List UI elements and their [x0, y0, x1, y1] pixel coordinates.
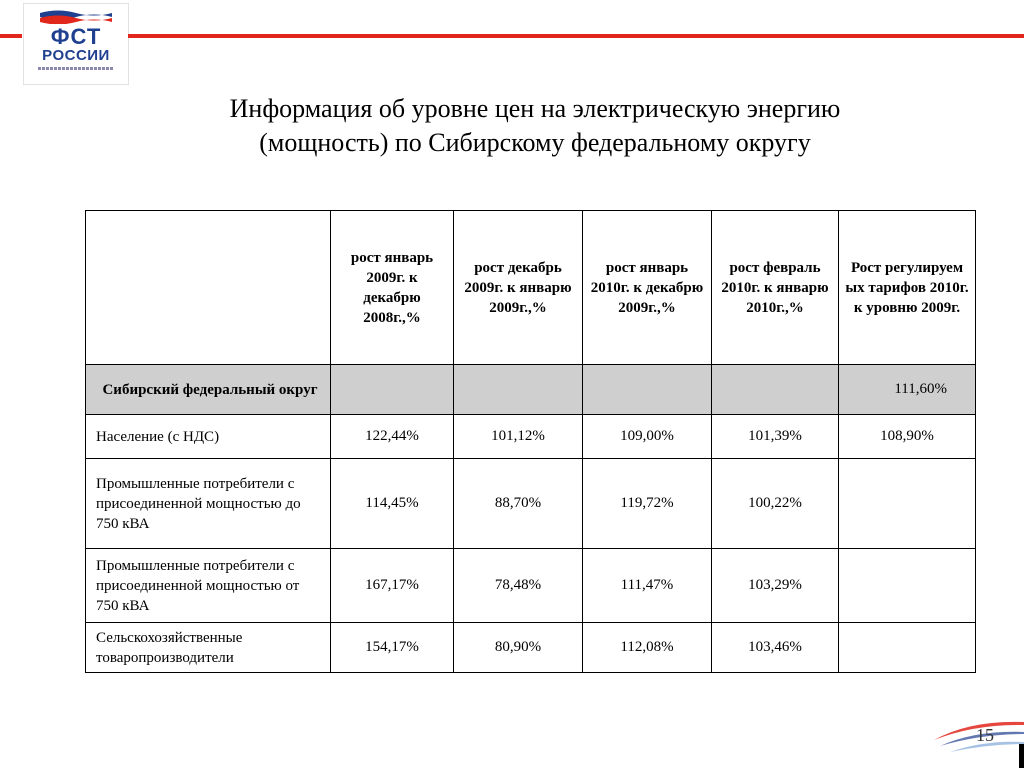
table-cell: 154,17% [331, 623, 454, 673]
corner-mark [1019, 744, 1024, 768]
table-cell [331, 365, 454, 415]
table-cell: 119,72% [583, 459, 712, 549]
table-cell [583, 365, 712, 415]
logo-text-russia: РОССИИ [42, 47, 110, 64]
row-label: Промышленные потребители с присоединенной мощностью до 750 кВА [86, 459, 331, 549]
table-cell: 112,08% [583, 623, 712, 673]
row-label: Промышленные потребители с присоединенной мощностью от 750 кВА [86, 549, 331, 623]
header-cell: рост декабрь 2009г. к январю 2009г.,% [454, 211, 583, 365]
header-cell: рост февраль 2010г. к январю 2010г.,% [712, 211, 839, 365]
table-cell: 100,22% [712, 459, 839, 549]
table-header-row [86, 211, 976, 365]
table-cell: 122,44% [331, 415, 454, 459]
header-line [128, 34, 1024, 38]
table-cell: 111,47% [583, 549, 712, 623]
header-cell: рост январь 2009г. к декабрю 2008г.,% [331, 211, 454, 365]
page-title [130, 92, 940, 160]
page-number: 15 [976, 725, 994, 745]
table-cell: 88,70% [454, 459, 583, 549]
table-row-region [86, 365, 976, 415]
table-cell [839, 459, 976, 549]
table-row [86, 459, 976, 549]
header-line-left [0, 34, 22, 38]
table-cell: 109,00% [583, 415, 712, 459]
table-cell: 78,48% [454, 549, 583, 623]
header-cell: рост январь 2010г. к декабрю 2009г.,% [583, 211, 712, 365]
table-cell [712, 365, 839, 415]
table-cell [839, 623, 976, 673]
row-label: Население (с НДС) [86, 415, 331, 459]
table-cell: 101,39% [712, 415, 839, 459]
row-label: Сельскохозяйственные товаропроизводители [86, 623, 331, 673]
table-cell: 108,90% [839, 415, 976, 459]
table-cell [839, 549, 976, 623]
table-cell: 103,46% [712, 623, 839, 673]
header-cell: Рост регулируем ых тарифов 2010г. к уровню 2009г. [839, 211, 976, 365]
title-line-1: Информация об уровне цен на электрическую энергию [229, 94, 841, 123]
table-cell: 101,12% [454, 415, 583, 459]
logo-text-fst: ФСТ [50, 24, 102, 49]
table-cell: 114,45% [331, 459, 454, 549]
table-row [86, 549, 976, 623]
table-row [86, 415, 976, 459]
price-table [85, 210, 976, 673]
flag-icon [40, 10, 112, 24]
title-line-2: (мощность) по Сибирскому федеральному округу [259, 128, 811, 157]
table-cell: 111,60% [839, 365, 976, 415]
table-cell: 103,29% [712, 549, 839, 623]
fst-logo [23, 3, 129, 85]
table-cell: 167,17% [331, 549, 454, 623]
logo-caption-line [38, 67, 114, 70]
row-label: Сибирский федеральный округ [86, 365, 331, 415]
table-cell [454, 365, 583, 415]
header-cell-empty [86, 211, 331, 365]
table-row [86, 623, 976, 673]
table-cell: 80,90% [454, 623, 583, 673]
